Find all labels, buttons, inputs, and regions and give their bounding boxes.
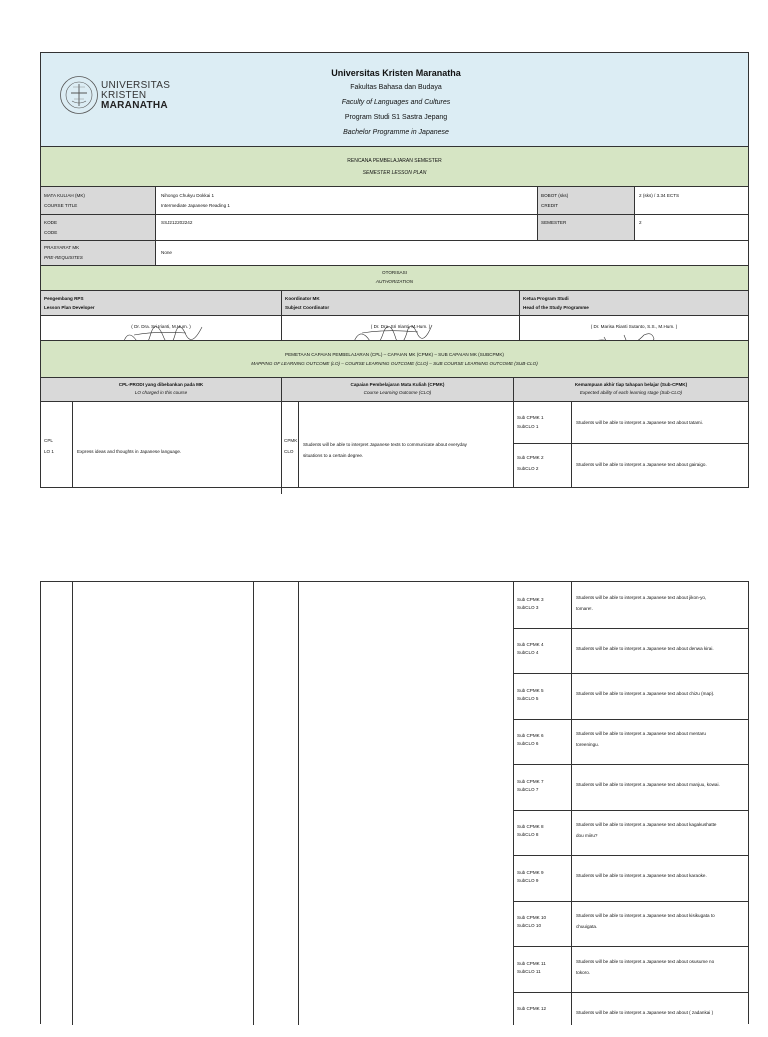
subclo-column-header [514, 378, 748, 402]
code-line: Sub CPMK 3 [517, 596, 569, 604]
title-en: AUTHORIZATION [41, 278, 748, 286]
clo-text-continued [299, 582, 514, 1025]
code-line: Sub CPMK 1 [517, 414, 568, 422]
label-id: KODE [44, 219, 152, 227]
code-line: Sub CPMK 4 [517, 641, 569, 649]
lo-code [41, 402, 73, 487]
code-line: Sub CPMK 2 [517, 454, 568, 462]
code-line: SubCLO 5 [517, 695, 569, 703]
code-line: Sub CPMK 8 [517, 823, 569, 831]
subclo-description-line: Students will be able to interpret a Japanese text about ( zadankai ) [576, 1009, 744, 1017]
semester-label [538, 215, 635, 241]
header-id: CPL-PRODI yang dibebankan pada MK [41, 381, 281, 389]
header-en: Course Learning Outcome (CLO) [282, 389, 513, 397]
subclo-description: Students will be able to interpret a Japanese text about tatami. [576, 419, 744, 427]
label-id: Koordinator MK [285, 295, 516, 303]
code-line: Sub CPMK 12 [517, 1005, 569, 1013]
subclo-description-line: Students will be able to interpret a Japanese text about osusume no [576, 958, 744, 966]
subclo-description-line: Students will be able to interpret a Japanese text about karaoke. [576, 872, 744, 880]
value-id: Nihongo Chukyu Dokkai 1 [161, 192, 532, 200]
course-title-label [41, 187, 156, 215]
title-en: SEMESTER LESSON PLAN [41, 169, 748, 178]
code-line: LO 1 [44, 448, 69, 456]
subclo-text [572, 628, 748, 674]
signatory-name: ( Dr. Dra. Sri Irianti, M.Hum. ) [282, 323, 519, 331]
signatory-name: ( Dr. Dra. Sri Irianti, M.Hum. ) [41, 323, 281, 331]
code-line: SubCLO 11 [517, 968, 569, 976]
lo-text-continued [73, 582, 254, 1025]
code-line: SubCLO 1 [517, 423, 568, 431]
label-en: Head of the Study Programme [523, 304, 745, 312]
code-label [41, 215, 156, 241]
code-line: Sub CPMK 7 [517, 778, 569, 786]
signatory-name: ( Dr. Marisa Rianti Sutanto, S.S., M.Hum. ) [520, 323, 748, 331]
subclo-description-line: tomare!. [576, 605, 744, 613]
code-line: Sub CPMK 5 [517, 687, 569, 695]
label-en: Subject Coordinator [285, 304, 516, 312]
code-line: SubCLO 6 [517, 740, 569, 748]
credit-value [635, 187, 748, 215]
code-line: SubCLO 3 [517, 604, 569, 612]
subclo-text [572, 582, 748, 628]
page-2 [40, 581, 749, 1024]
subclo-code [514, 402, 572, 444]
lo-code-continued [41, 582, 73, 1025]
subclo-description-line: dou miiru? [576, 832, 744, 840]
title-id: RENCANA PEMBELAJARAN SEMESTER [41, 157, 748, 166]
faculty-name-en: Faculty of Languages and Cultures [241, 95, 551, 110]
subclo-code [514, 582, 572, 628]
course-title-value [156, 187, 538, 215]
logo-line: KRISTEN [101, 91, 170, 101]
title-en: MAPPING OF LEARNING OUTCOME (LO) – COURSE LEARNING OUTCOME (CLO) – SUB COURSE LEARNING OUTCOME (SUB-CLO) [41, 360, 748, 368]
subclo-description-line: tokoro. [576, 969, 744, 977]
header-en: Expected ability of each learning stage (Sub-CLO) [514, 389, 748, 397]
label: SEMESTER [541, 219, 631, 227]
subclo-description-line: toreeningu. [576, 741, 744, 749]
title-id: PEMETAAN CAPAIAN PEMBELAJARAN (CPL) – CAPAIAN MK (CPMK) – SUB CAPAIAN MK (SUBCPMK) [41, 351, 748, 359]
value: 2 [639, 219, 744, 227]
faculty-name: Fakultas Bahasa dan Budaya [241, 80, 551, 95]
subclo-text [572, 673, 748, 719]
page-1 [40, 52, 749, 488]
code-line: SubCLO 7 [517, 786, 569, 794]
credit-label [538, 187, 635, 215]
subclo-code [514, 992, 572, 1037]
subclo-description-line: Students will be able to interpret a Japanese text about chizu (map). [576, 690, 744, 698]
header-id: Kemampuan akhir tiap tahapan belajar (Sub-CPMK) [514, 381, 748, 389]
subclo-code [514, 628, 572, 674]
label-id: MATA KULIAH (MK) [44, 192, 152, 200]
logo-line: UNIVERSITAS [101, 81, 170, 91]
code-line: SubCLO 10 [517, 922, 569, 930]
semester-value [635, 215, 748, 241]
label-id: BOBOT (sks) [541, 192, 631, 200]
subclo-description-line: Students will be able to interpret a Japanese text about denwa kirai. [576, 645, 744, 653]
mapping-title [41, 341, 748, 378]
label-en: COURSE TITLE [44, 202, 152, 210]
value-en: Intermediate Japanese Reading 1 [161, 202, 532, 210]
header-id: Capaian Pembelajaran Mata Kuliah (CPMK) [282, 381, 513, 389]
subclo-description: Students will be able to interpret a Japanese text about gairaigo. [576, 461, 744, 469]
title-id: OTORISASI [41, 269, 748, 277]
prerequisites-value [156, 241, 748, 266]
label-id: Ketua Program Studi [523, 295, 745, 303]
subclo-text [572, 719, 748, 765]
label-id: Pengembang RPS [44, 295, 278, 303]
subclo-code [514, 764, 572, 810]
clo-description-line: Students will be able to interpret Japanese texts to communicate about everyday [303, 441, 509, 449]
code-line: Sub CPMK 9 [517, 869, 569, 877]
lo-column-header [41, 378, 282, 402]
lo-description: Express ideas and thoughts in Japanese language. [77, 448, 277, 456]
subclo-description-line: Students will be able to interpret a Japanese text about jikon-yo, [576, 594, 744, 602]
subclo-code [514, 901, 572, 947]
code-value [156, 215, 538, 241]
clo-code-continued [254, 582, 299, 1025]
code-line: Sub CPMK 10 [517, 914, 569, 922]
header-en: LO charged in this course [41, 389, 281, 397]
clo-description-line: situations to a certain degree. [303, 452, 509, 460]
label-en: Lesson Plan Developer [44, 304, 278, 312]
university-name: Universitas Kristen Maranatha [241, 66, 551, 80]
subclo-description-line: chuuigata. [576, 923, 744, 931]
value: None [161, 249, 743, 257]
code-line: Sub CPMK 11 [517, 960, 569, 968]
subclo-text [572, 992, 748, 1037]
code-line: CLO [284, 448, 296, 456]
subclo-code [514, 855, 572, 901]
logo-wordmark [101, 81, 170, 111]
subclo-text [572, 444, 748, 487]
subclo-code [514, 673, 572, 719]
university-seal-icon [59, 75, 99, 115]
subclo-description-line: Students will be able to interpret a Japanese text about kagakushatte [576, 821, 744, 829]
subclo-text [572, 764, 748, 810]
code-line: SubCLO 9 [517, 877, 569, 885]
code-line: SubCLO 2 [517, 465, 568, 473]
prerequisites-label [41, 241, 156, 266]
label-en: PRE-REQUISITES [44, 254, 152, 262]
code-line: SubCLO 4 [517, 649, 569, 657]
subclo-text [572, 855, 748, 901]
code-line: Sub CPMK 6 [517, 732, 569, 740]
subclo-text [572, 402, 748, 444]
authorization-title [41, 266, 748, 291]
lesson-plan-title [41, 147, 748, 187]
subclo-code [514, 810, 572, 856]
value: 2 (sks) / 3.34 ECTS [639, 192, 744, 200]
label-en: CREDIT [541, 202, 631, 210]
subclo-description-line: Students will be able to interpret a Japanese text about kisikugata to [576, 912, 744, 920]
head-header [520, 291, 748, 316]
program-name: Program Studi S1 Sastra Jepang [241, 110, 551, 125]
subclo-text [572, 946, 748, 992]
value: SSJ212202242 [161, 219, 532, 227]
lo-text [73, 402, 282, 494]
label-en: CODE [44, 229, 152, 237]
clo-code [282, 402, 299, 487]
code-line: SubCLO 8 [517, 831, 569, 839]
subclo-text [572, 810, 748, 856]
subclo-code [514, 946, 572, 992]
clo-text [299, 402, 514, 487]
subclo-description-line: Students will be able to interpret a Japanese text about manjuu, kowai. [576, 781, 744, 789]
subclo-code [514, 719, 572, 765]
label-id: PRASYARAT MK [44, 244, 152, 252]
subclo-description-line: Students will be able to interpret a Japanese text about mentaru [576, 730, 744, 738]
clo-column-header [282, 378, 514, 402]
subclo-text [572, 901, 748, 947]
code-line: CPMK [284, 437, 296, 445]
program-name-en: Bachelor Programme in Japanese [241, 125, 551, 140]
document-header [41, 53, 748, 147]
subclo-code [514, 444, 572, 487]
logo-line: MARANATHA [101, 101, 170, 111]
code-line: CPL [44, 437, 69, 445]
